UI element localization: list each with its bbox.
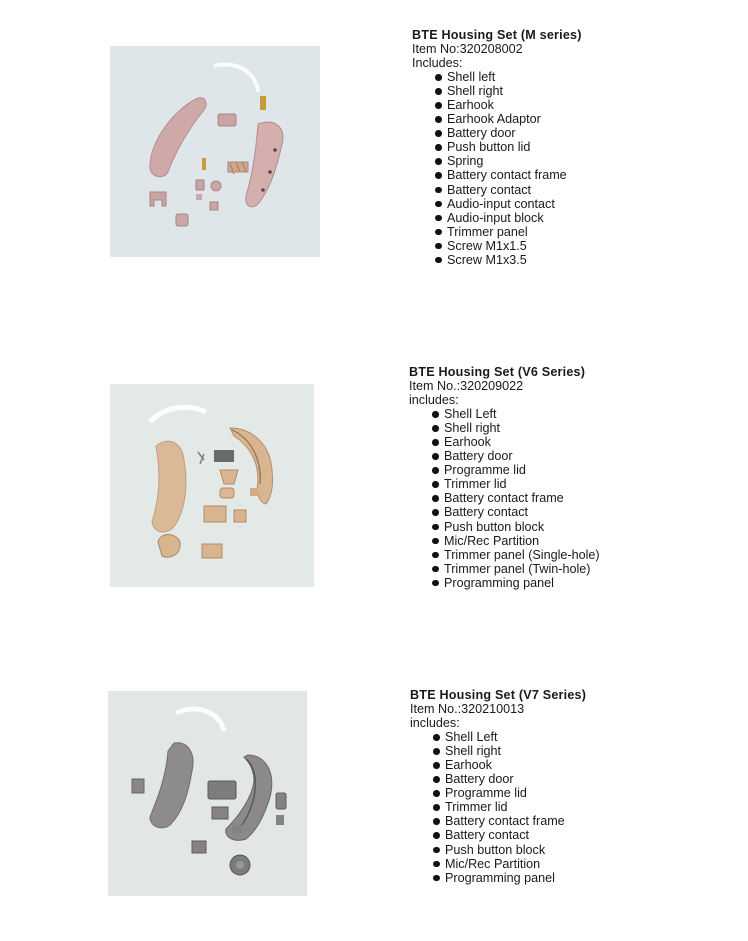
list-item: Mic/Rec Partition [432, 534, 600, 548]
list-item: Earhook [433, 758, 586, 772]
list-item: Trimmer panel [435, 225, 582, 239]
list-item: Push button block [432, 520, 600, 534]
list-item: Audio-input contact [435, 197, 582, 211]
includes-label: includes: [410, 716, 460, 731]
product-title: BTE Housing Set (M series) [412, 28, 582, 42]
list-item: Spring [435, 154, 582, 168]
list-item: Shell right [432, 421, 600, 435]
list-item: Battery door [432, 449, 600, 463]
product-spec-v7-series [410, 688, 586, 885]
parts-list [409, 407, 600, 590]
product-title: BTE Housing Set (V7 Series) [410, 688, 587, 702]
product-photo-v6-series [110, 384, 314, 587]
list-item: Shell Left [433, 730, 586, 744]
list-item: Shell right [435, 84, 582, 98]
list-item: Earhook [432, 435, 600, 449]
list-item: Trimmer lid [433, 800, 586, 814]
list-item: Battery door [435, 126, 582, 140]
item-number: Item No.:320209022 [409, 379, 524, 394]
list-item: Mic/Rec Partition [433, 857, 586, 871]
list-item: Screw M1x3.5 [435, 253, 582, 267]
product-spec-v6-series [409, 365, 600, 590]
list-item: Battery door [433, 772, 586, 786]
list-item: Battery contact frame [433, 814, 586, 828]
list-item: Trimmer lid [432, 477, 600, 491]
product-title: BTE Housing Set (V6 Series) [409, 365, 586, 379]
list-item: Trimmer panel (Twin-hole) [432, 562, 600, 576]
list-item: Programme lid [433, 786, 586, 800]
list-item: Programming panel [432, 576, 600, 590]
list-item: Battery contact frame [435, 168, 582, 182]
parts-list [412, 70, 582, 267]
list-item: Programming panel [433, 871, 586, 885]
includes-label: includes: [409, 393, 459, 408]
includes-label: Includes: [412, 56, 463, 71]
list-item: Push button block [433, 843, 586, 857]
item-number: Item No:320208002 [412, 42, 523, 57]
list-item: Screw M1x1.5 [435, 239, 582, 253]
product-photo-v7-series [108, 691, 307, 896]
list-item: Battery contact [435, 183, 582, 197]
parts-list [410, 730, 586, 885]
list-item: Push button lid [435, 140, 582, 154]
product-photo-m-series [110, 46, 320, 257]
list-item: Shell Left [432, 407, 600, 421]
item-number: Item No.:320210013 [410, 702, 525, 717]
list-item: Audio-input block [435, 211, 582, 225]
list-item: Shell left [435, 70, 582, 84]
list-item: Trimmer panel (Single-hole) [432, 548, 600, 562]
list-item: Battery contact [432, 505, 600, 519]
list-item: Battery contact frame [432, 491, 600, 505]
list-item: Shell right [433, 744, 586, 758]
list-item: Battery contact [433, 828, 586, 842]
product-spec-m-series [412, 28, 582, 267]
list-item: Earhook Adaptor [435, 112, 582, 126]
list-item: Earhook [435, 98, 582, 112]
list-item: Programme lid [432, 463, 600, 477]
